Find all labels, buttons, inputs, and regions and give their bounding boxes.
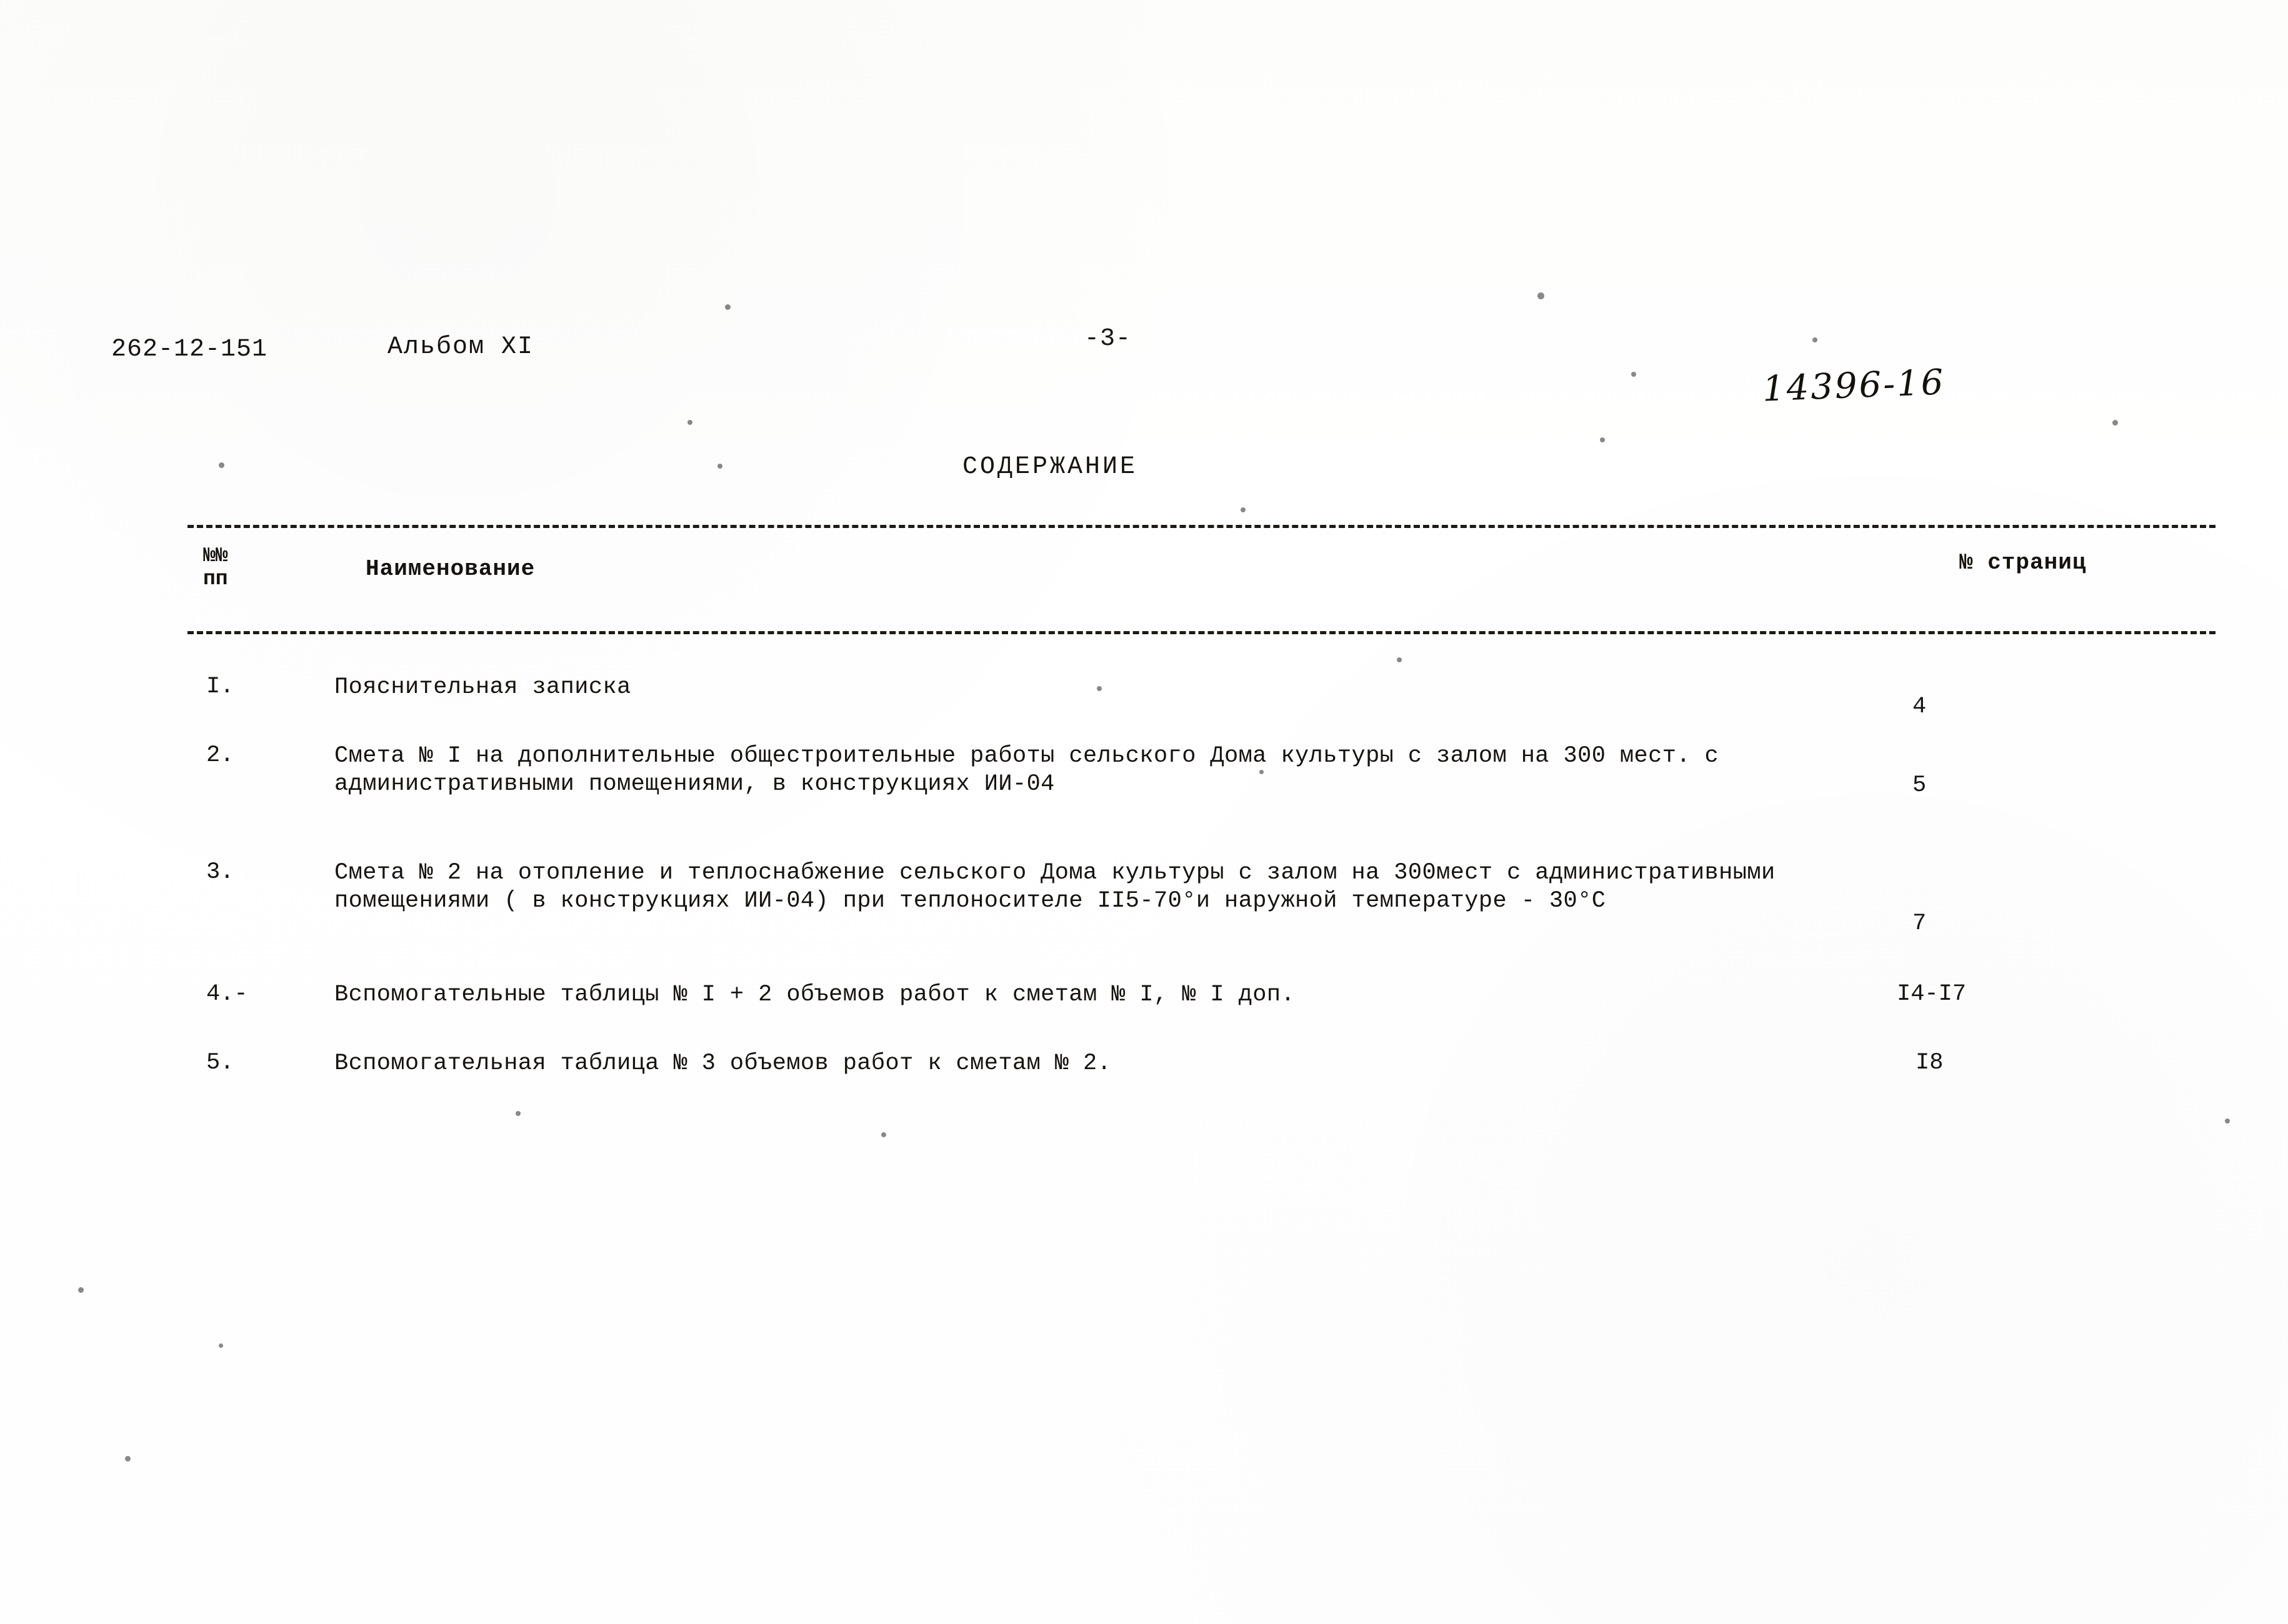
scan-speck [219, 462, 224, 468]
scan-speck [725, 304, 731, 310]
table-header-rule [187, 631, 2216, 634]
row-name: Вспомогательная таблица № 3 объемов работ к сметам № 2. [334, 1050, 1112, 1077]
row-number: 4.- [206, 981, 248, 1007]
row-number: I. [206, 674, 234, 700]
row-pages: 7 [1912, 910, 1927, 937]
scan-speck [717, 464, 722, 469]
row-pages: I4-I7 [1897, 981, 1967, 1007]
table-top-rule [187, 525, 2216, 528]
scan-speck [516, 1111, 521, 1116]
row-number: 3. [206, 859, 234, 885]
page-title: СОДЕРЖАНИЕ [962, 453, 1138, 481]
column-header-number [203, 545, 228, 591]
scan-speck [125, 1456, 131, 1462]
row-name: Вспомогательные таблицы № I + 2 объемов работ к сметам № I, № I доп. [334, 982, 1296, 1008]
scan-speck [2112, 420, 2118, 426]
scan-speck [78, 1287, 84, 1293]
column-header-pages: № страниц [1959, 550, 2087, 575]
scan-speck [1397, 657, 1402, 662]
row-number: 5. [206, 1050, 234, 1076]
scan-speck [687, 420, 692, 425]
scan-speck [219, 1343, 223, 1348]
scan-speck [1600, 437, 1605, 442]
row-name: Смета № 2 на отопление и теплоснабжение сельского Дома культуры с залом на 300мест с административными помещениями ( в конструкциях ИИ-04) при теплоносителе II5-70°и наружной температуре - 30°С [334, 860, 1776, 915]
row-pages: I8 [1916, 1050, 1944, 1076]
page-number: -3- [1084, 325, 1132, 353]
scan-speck [1812, 337, 1817, 342]
document-code: 262-12-151 [111, 336, 268, 364]
row-pages: 5 [1912, 772, 1927, 799]
column-header-name: Наименование [366, 556, 536, 582]
handwritten-stamp-number: 14396-16 [1761, 362, 1946, 410]
row-name: Смета № I на дополнительные общестроительные работы сельского Дома культуры с залом на 300 мест. с административными помещениями, в конструкциях ИИ-04 [334, 743, 1719, 798]
row-pages: 4 [1912, 694, 1927, 720]
scan-speck [2225, 1118, 2230, 1123]
scan-speck [1241, 507, 1246, 512]
column-header-number-line2: пп [203, 567, 228, 590]
row-number: 2. [206, 742, 234, 769]
scan-speck [881, 1132, 886, 1137]
column-header-number-line1: №№ [203, 544, 228, 567]
album-label: Альбом XI [387, 333, 534, 361]
scan-speck [1631, 372, 1636, 377]
scan-speck [1537, 292, 1544, 299]
row-name: Пояснительная записка [334, 674, 631, 700]
